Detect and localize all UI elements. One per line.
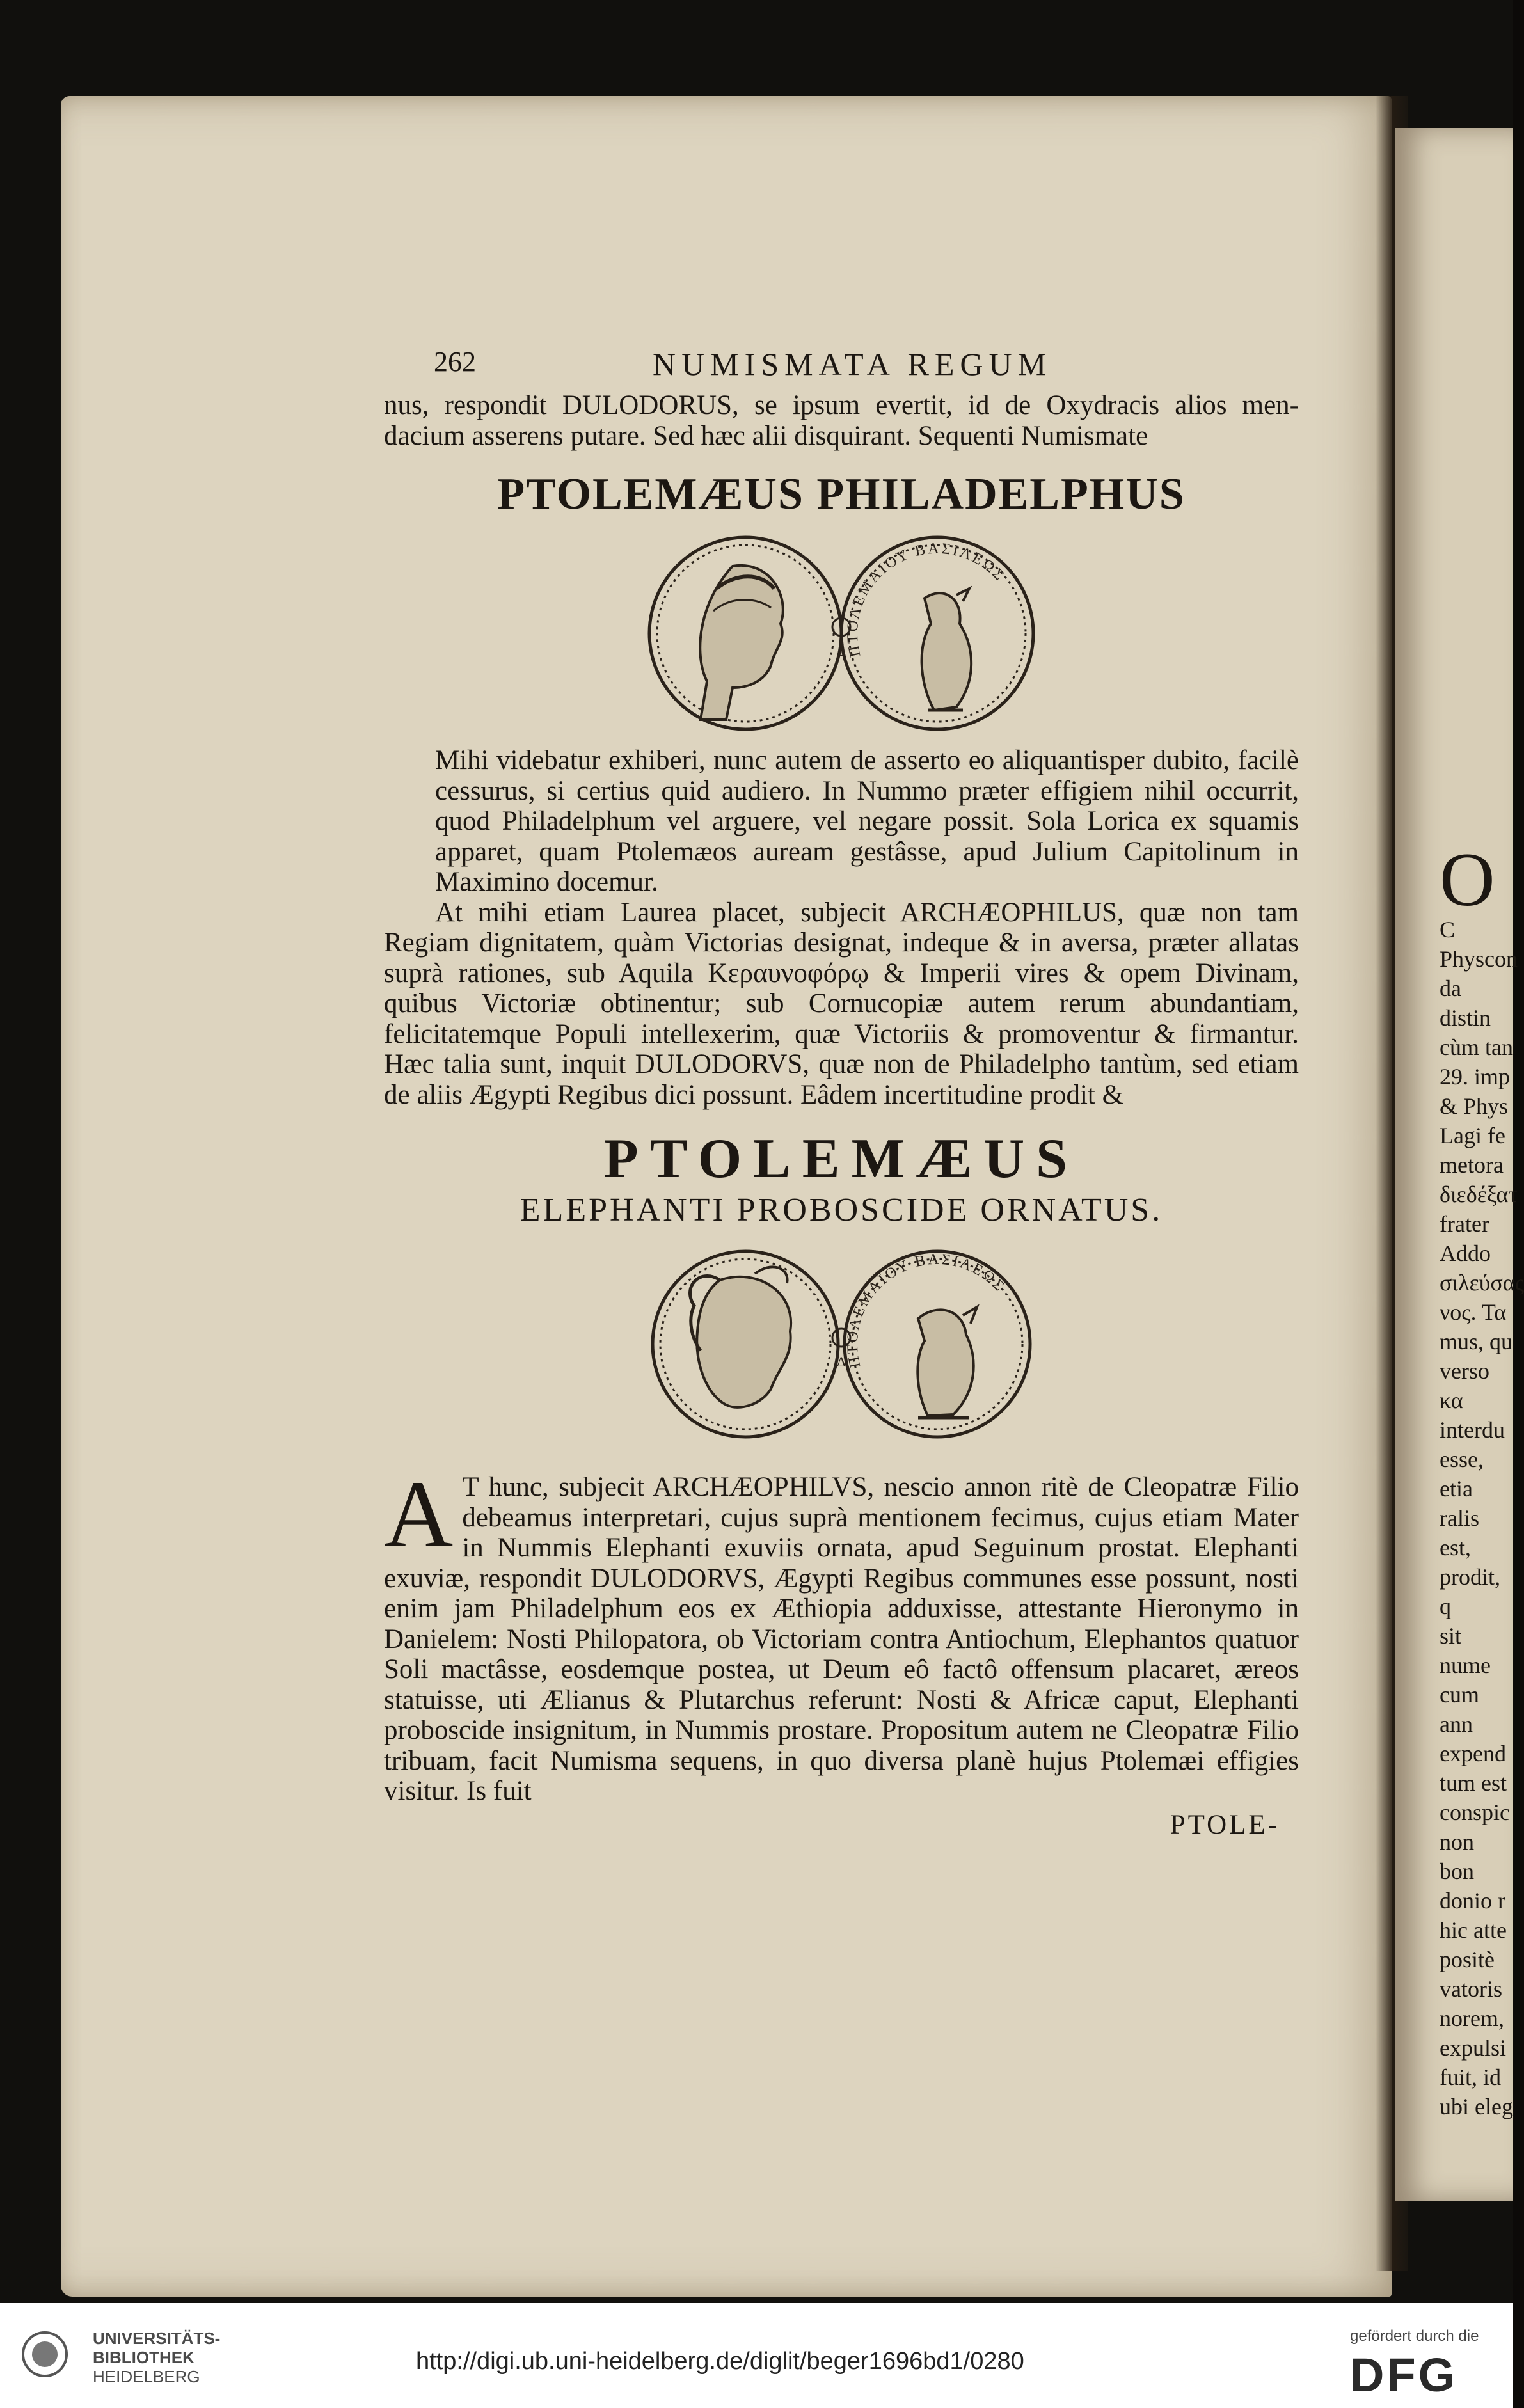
facing-fragment: tum est (1440, 1770, 1507, 1796)
facing-fragment: frater (1440, 1211, 1489, 1237)
facing-fragment: norem, (1440, 2006, 1504, 2031)
facing-fragment: C (1440, 917, 1456, 942)
page-number: 262 (434, 346, 476, 377)
intro-line-1: nus, respondit DULODORUS, se ipsum evertit, id de Oxydracis alios men- (384, 390, 1299, 420)
coin-pair-elephant (384, 1242, 1299, 1446)
facing-fragment: σιλεύσας (1440, 1270, 1524, 1295)
fragment-list (1440, 837, 1524, 2121)
coin-legend-2: ΠΤΟΛΕΜΑΙΟΥ ΒΑΣΙΛΕΩΣ (844, 1251, 1009, 1370)
footer-bar (0, 2303, 1513, 2408)
facing-fragment: expulsi (1440, 2035, 1506, 2061)
institution-line-1: UNIVERSITÄTS- (93, 2329, 221, 2348)
facing-fragment: 29. imp (1440, 1064, 1511, 1089)
facing-fragment: ralis est, (1440, 1505, 1479, 1560)
facing-fragment: esse, etia (1440, 1446, 1484, 1501)
institution-line-3: HEIDELBERG (93, 2367, 200, 2386)
section-title-ptolemaeus: PTOLEMÆUS (603, 1128, 1079, 1190)
page-text (384, 345, 1299, 1841)
facing-fragment: hic atte (1440, 1917, 1507, 1943)
funded-by-label: gefördert durch die (1350, 2327, 1479, 2345)
facing-fragment: verso κα (1440, 1358, 1489, 1413)
facing-fragment: expend (1440, 1741, 1506, 1766)
facing-fragment: mus, qu (1440, 1329, 1513, 1354)
facing-fragment: cum ann (1440, 1682, 1479, 1737)
page-header (384, 345, 1299, 390)
paragraph-3 (384, 1461, 1299, 1807)
facing-fragment: Physcon (1440, 946, 1518, 972)
facing-fragment: ubi eleg (1440, 2094, 1513, 2119)
coin-illustration-1 (643, 528, 1040, 739)
section-title-philadelphus: PTOLEMÆUS PHILADELPHUS (497, 470, 1186, 519)
facing-fragment: interdu (1440, 1417, 1505, 1443)
facing-page-fragments (1440, 837, 1524, 2121)
dfg-logo: DFG (1350, 2349, 1458, 2402)
facing-fragment: non bon (1440, 1829, 1474, 1884)
facing-fragment: & Phys (1440, 1093, 1509, 1119)
section-subtitle-elephant: ELEPHANTI PROBOSCIDE ORNATUS. (520, 1192, 1163, 1228)
coin-legend-1: ΠΤΟΛΕΜΑΙΟΥ ΒΑΣΙΛΕΩΣ (844, 540, 1009, 659)
facing-fragment: donio r (1440, 1888, 1505, 1913)
facing-fragment: positè (1440, 1947, 1495, 1972)
paragraph-1: Mihi videbatur exhiberi, nunc autem de asserto eo aliquantisper dubito, facilè cessurus, si certius quid audiero. In Nummo præter effigiem nihil occurrit, quod Philadelphum vel arguere, vel negare possit. Sola Lorica ex squamis apparet, quam Ptolemæos auream gestâsse, apud Julium Capitolinum in Maximino docemur. (435, 745, 1299, 897)
facing-fragment: Addo (1440, 1240, 1491, 1266)
institution-name (93, 2329, 220, 2386)
drop-cap: A (384, 1461, 454, 1567)
coin-mark-1: Δ (836, 643, 846, 659)
coin-pair-philadelphus (384, 528, 1299, 739)
facing-fragment: sit nume (1440, 1623, 1491, 1678)
paragraph-2: At mihi etiam Laurea placet, subjecit ARCHÆOPHILUS, quæ non tam Regiam dignitatem, quàm Victorias designat, indeque & in aversa, præter allatas suprà rationes, sub Aquila Κεραυνοφόρῳ & Imperii vires & opem Divinam, quibus Victoriæ obtinentur; sub Cornucopiæ autem rerum abundantiam, felicitatemque Populi intellexerim, quæ Victoriis & promoventur & firmantur. Hæc talia sunt, inquit DULODORVS, quæ non de Philadelpho tantùm, sed etiam de aliis Ægypti Regibus dici possunt. Eâdem incertitudine prodit & (384, 897, 1299, 1110)
running-head: NUMISMATA REGUM (653, 346, 1052, 382)
facing-fragment: O (1440, 837, 1495, 922)
coin-mark-2: Δ (836, 1354, 846, 1370)
paragraph-3-text: T hunc, subjecit ARCHÆOPHILVS, nescio annon ritè de Cleopatræ Filio debeamus interpretari, cujus suprà mentionem fecimus, cujus etiam Mater in Nummis Elephanti exuviis ornata, apud Seguinum prostat. Elephanti exuviæ, respondit DULODORVS, Ægypti Regibus communes esse possunt, nosti enim jam Philadelphum eos ex Æthiopia adduxisse, attestante Hieronymo in Danielem: Nosti Philopatora, ob Victoriam contra Antiochum, Elephantos quatuor Soli mactâsse, eosdemque postea, ut Deum eô factô offensum placaret, æreos statuisse, uti Ælianus & Plutarchus referunt: Nosti & Africæ caput, Elephanti proboscide insignitum, in Nummis prostare. Propositum autem ne Cleopatræ Filio tribuam, facit Numisma sequens, in quo diversa planè hujus Ptolemæi effigies visitur. Is fuit (384, 1472, 1299, 1806)
facing-fragment: da distin (1440, 976, 1491, 1031)
intro-line-2: dacium asserens putare. Sed hæc alii disquirant. Sequenti Numismate (384, 420, 1148, 451)
facing-fragment: vatoris (1440, 1976, 1502, 2002)
facing-fragment: metora (1440, 1152, 1504, 1178)
facing-fragment: Lagi fe (1440, 1123, 1505, 1148)
institution-line-2: BIBLIOTHEK (93, 2348, 194, 2367)
facing-fragment: νος. Τα (1440, 1299, 1507, 1325)
facing-fragment: διεδέξατ (1440, 1182, 1518, 1207)
permalink-url[interactable]: http://digi.ub.uni-heidelberg.de/diglit/beger1696bd1/0280 (416, 2348, 1024, 2375)
facing-fragment: conspic (1440, 1800, 1510, 1825)
facing-fragment: cùm tan (1440, 1034, 1513, 1060)
university-seal-icon (19, 2329, 83, 2380)
catchword: PTOLE- (1170, 1809, 1280, 1840)
facing-fragment: prodit, q (1440, 1564, 1500, 1619)
facing-fragment: fuit, id (1440, 2064, 1501, 2090)
coin-illustration-2 (643, 1242, 1040, 1446)
